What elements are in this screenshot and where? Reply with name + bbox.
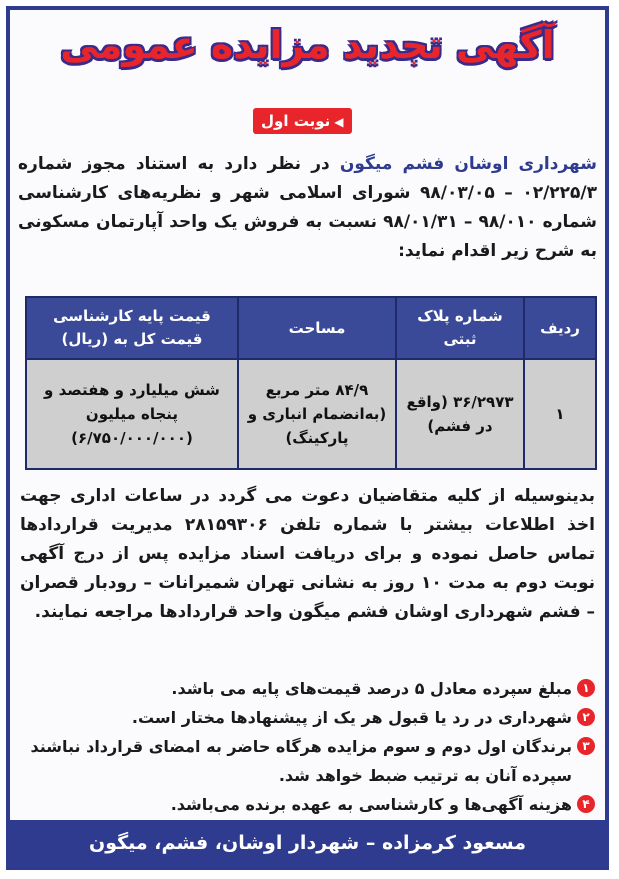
header-plaque: شماره پلاک ثبتی — [396, 297, 524, 359]
header-area: مساحت — [238, 297, 396, 359]
notice-title: آگهی تجدید مزایده عمومی — [60, 23, 555, 67]
conditions-list — [20, 674, 595, 819]
condition-item — [20, 790, 595, 819]
condition-text: برندگان اول دوم و سوم مزایده هرگاه حاضر به امضای قرارداد نباشند سپرده آنان به ترتیب ضبط خواهد شد. — [30, 737, 572, 785]
publication-badge — [253, 108, 352, 134]
cell-area: ۸۴/۹ متر مربع (به‌انضمام انباری و پارکینگ) — [238, 359, 396, 469]
condition-item — [20, 674, 595, 703]
table-row — [26, 359, 596, 469]
condition-text: مبلغ سپرده معادل ۵ درصد قیمت‌های پایه می باشد. — [171, 679, 572, 698]
intro-text: در نظر دارد به استناد مجوز شماره ۰۲/۲۲۵/۳ – ۹۸/۰۳/۰۵ شورای اسلامی شهر و نظریه‌های کارشناسی شماره ۹۸/۰۱۰ – ۹۸/۰۱/۳۱ نسبت به فروش یک واحد آپارتمان مسکونی به شرح زیر اقدام نماید: — [18, 154, 597, 261]
cell-price: شش میلیارد و هفتصد و پنجاه میلیون (۶/۷۵۰/۰۰۰/۰۰۰) — [26, 359, 238, 469]
signature-footer: مسعود کرمزاده – شهردار اوشان، فشم، میگون — [10, 820, 605, 866]
auction-table — [25, 296, 597, 470]
condition-number: ۴ — [577, 795, 595, 813]
notice-frame — [6, 6, 609, 870]
cell-row-number: ۱ — [524, 359, 596, 469]
condition-number: ۱ — [577, 679, 595, 697]
triangle-left-icon: ◀ — [334, 115, 344, 129]
condition-item — [20, 732, 595, 790]
header-row-number: ردیف — [524, 297, 596, 359]
condition-text: شهرداری در رد یا قبول هر یک از پیشنهادها مختار است. — [131, 708, 572, 727]
invitation-paragraph: بدینوسیله از کلیه متقاضیان دعوت می گردد در ساعات اداری جهت اخذ اطلاعات بیشتر با شماره تلفن ۲۸۱۵۹۳۰۶ مدیریت قراردادها تماس حاصل نموده و برای دریافت اسناد مزایده پس از درج آگهی نوبت دوم به مدت ۱۰ روز به نشانی تهران شمیرانات – رودبار قصران – فشم شهرداری اوشان فشم میگون واحد قراردادها مراجعه نمایند. — [20, 486, 596, 622]
table-header-row — [26, 297, 596, 359]
condition-number: ۲ — [577, 708, 595, 726]
condition-text: هزینه آگهی‌ها و کارشناسی به عهده برنده می‌باشد. — [170, 795, 572, 814]
intro-paragraph — [18, 150, 597, 266]
municipality-name: شهرداری اوشان فشم میگون — [339, 154, 597, 174]
condition-item — [20, 703, 595, 732]
cell-plaque: ۳۶/۲۹۷۳ (واقع در فشم) — [396, 359, 524, 469]
condition-number: ۳ — [577, 737, 595, 755]
header-price: قیمت پایه کارشناسی قیمت کل به (ریال) — [26, 297, 238, 359]
badge-label: نوبت اول — [261, 112, 331, 130]
